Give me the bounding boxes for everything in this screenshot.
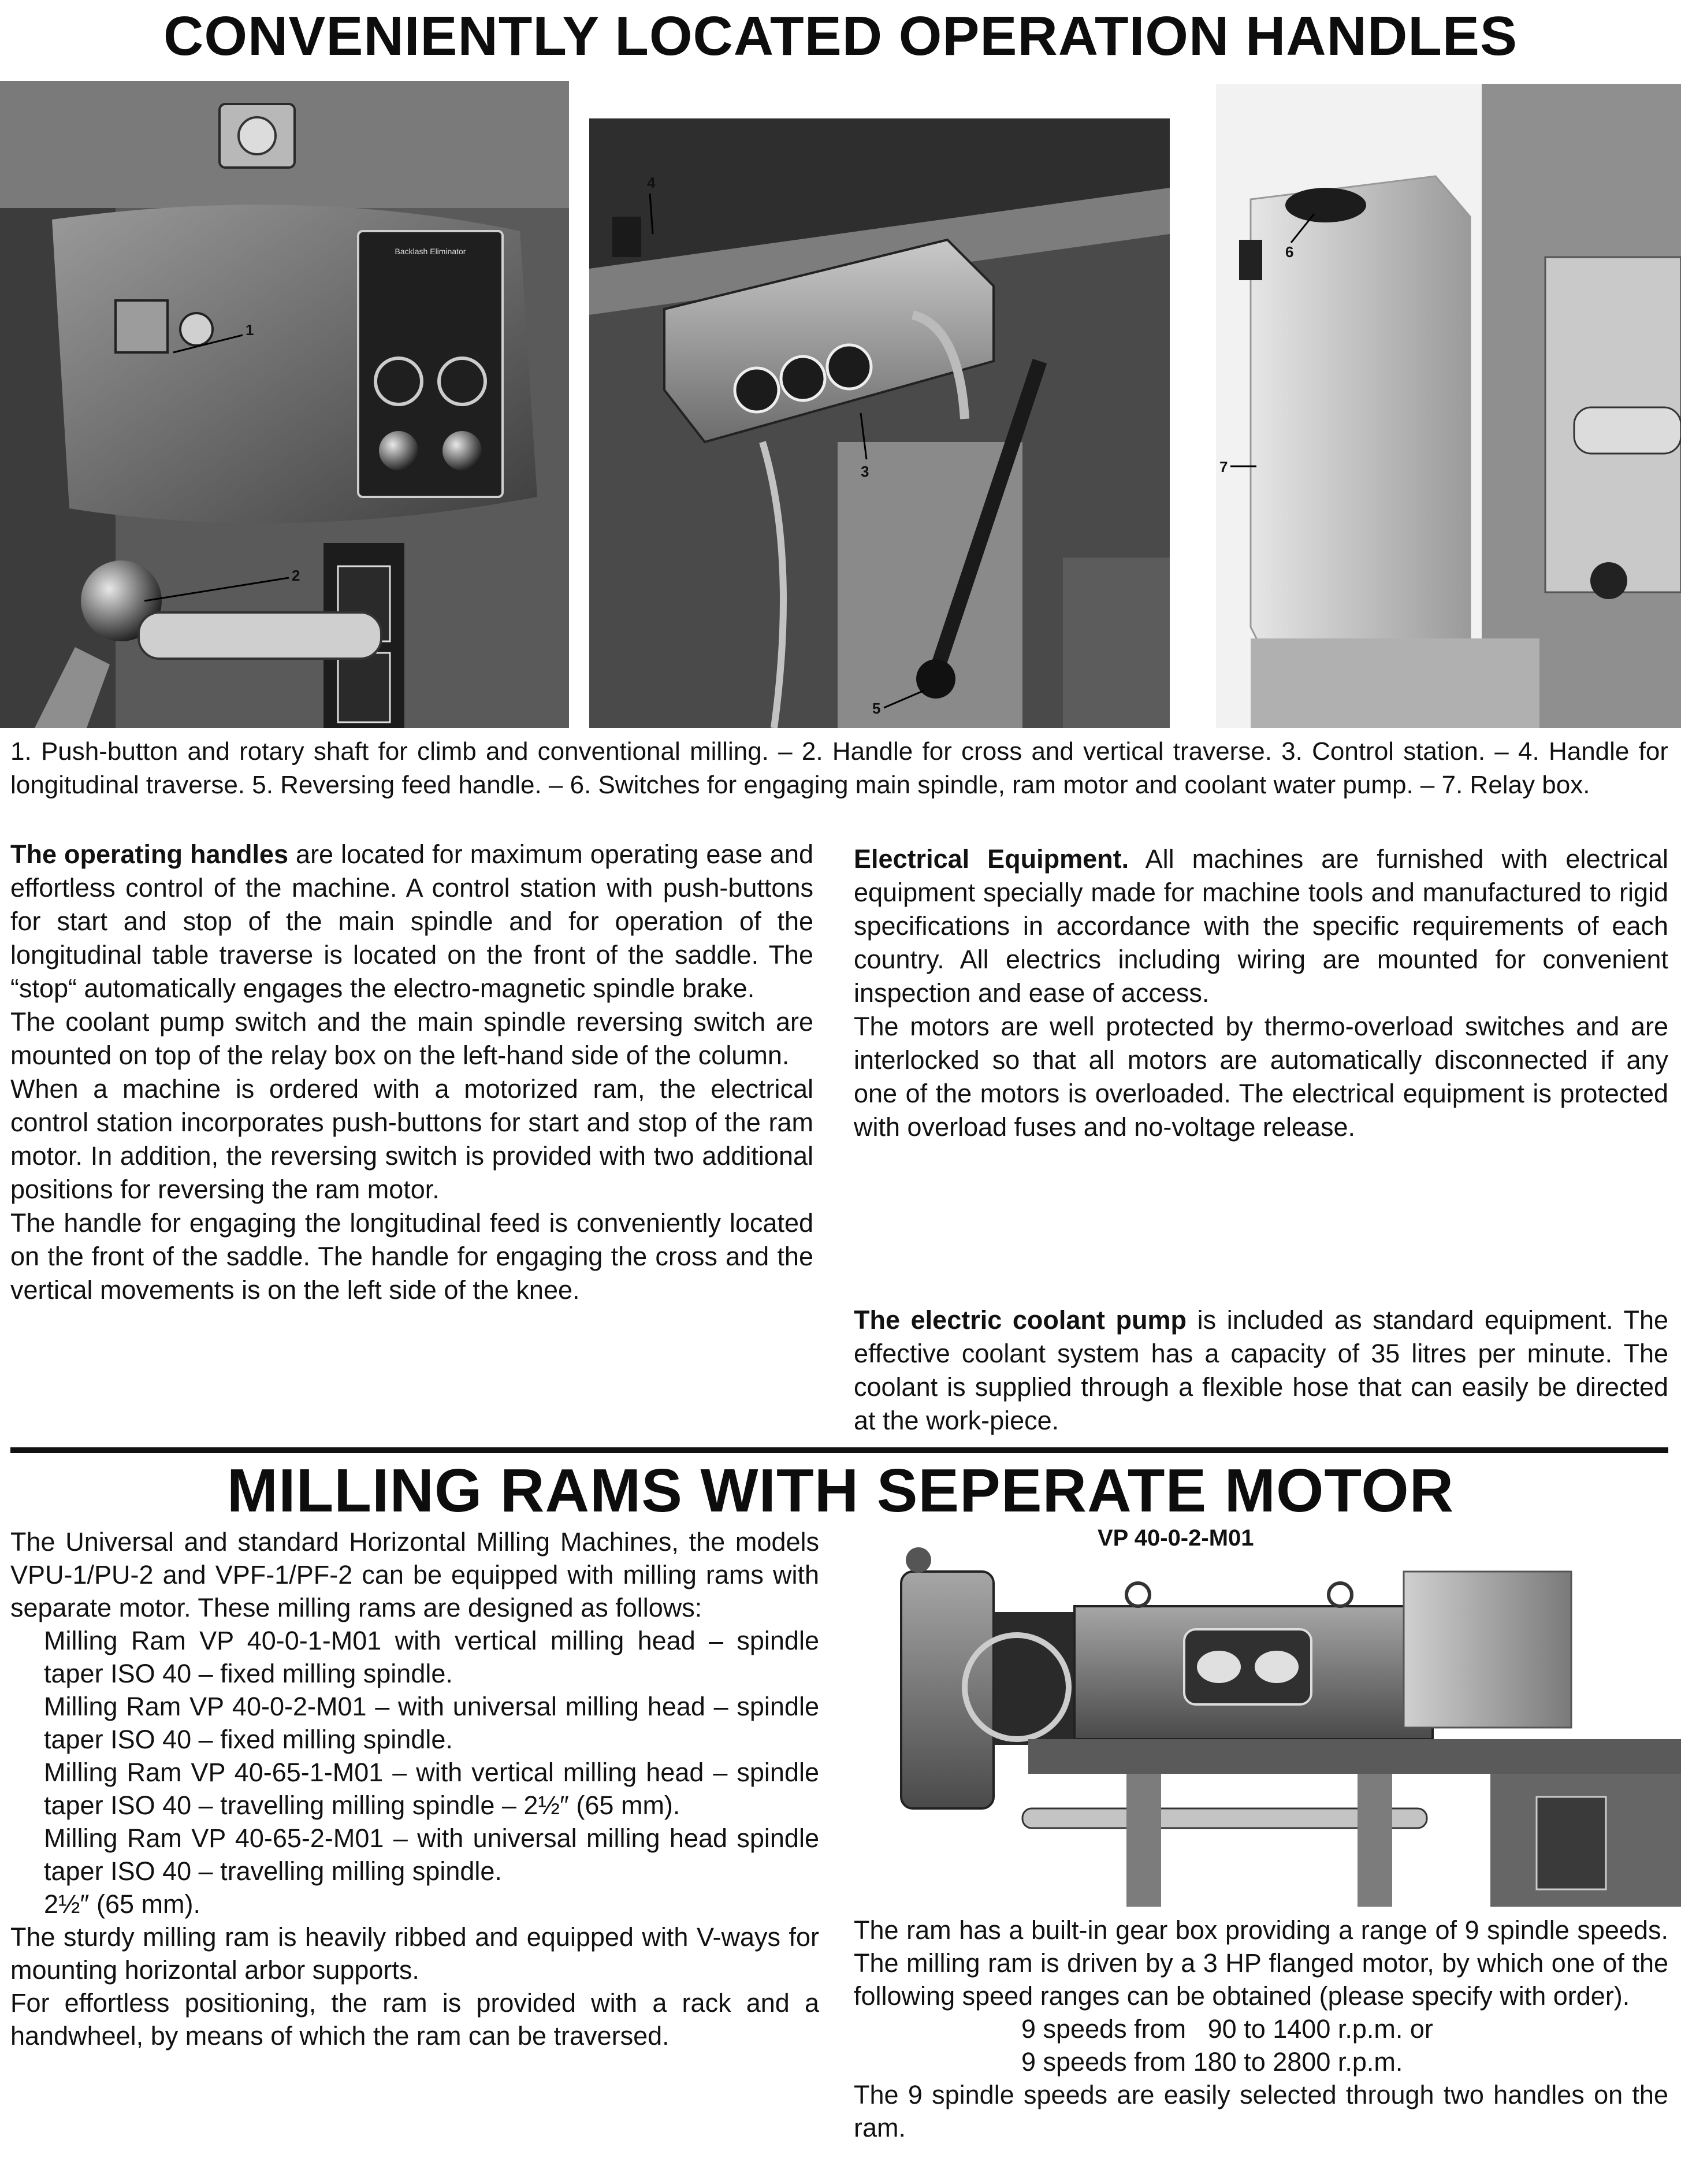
ram-right-paragraph-2: The 9 spindle speeds are easily selected through two handles on the ram. <box>854 2080 1668 2142</box>
callout-2: 2 <box>292 567 300 584</box>
photo-caption: 1. Push-button and rotary shaft for climb and conventional milling. – 2. Handle for cross and vertical traverse. 3. Control station. – 4. Handle for longitudinal traverse. 5. Reversing feed handle. – 6. Switches for engaging main spindle, ram motor and coolant water pump. – 7. Relay box. <box>10 737 1668 799</box>
handles-lead-rest: are located for maximum operating ease and effortless control of the machine. A control station with push-buttons for start and stop of the main spindle and for operation of the longitudinal table traverse is located on the front of the saddle. The “stop“ automatically engages the electro-magnetic spindle brake. <box>10 840 813 1003</box>
operating-handles-text <box>10 838 813 1307</box>
callout-7: 7 <box>1219 458 1228 476</box>
rams-intro: The Universal and standard Horizontal Milling Machines, the models VPU-1/PU-2 and VPF-1/PF-2 can be equipped with milling rams with separate motor. These milling rams are designed as follows: <box>10 1527 819 1622</box>
photo-milling-ram <box>884 1537 1681 1907</box>
callout-5: 5 <box>872 700 881 717</box>
coolant-lead-rest: is included as standard equipment. The effective coolant system has a capacity of 35 litres per minute. The coolant is supplied through a flexible hose that can easily be directed at the work-piece. <box>854 1305 1668 1435</box>
section-title-milling-rams: MILLING RAMS WITH SEPERATE MOTOR <box>226 1457 1455 1525</box>
coolant-lead: The electric coolant pump <box>854 1305 1187 1335</box>
rams-paragraph-3: For effortless positioning, the ram is provided with a rack and a handwheel, by means of which the ram can be traversed. <box>10 1988 819 2051</box>
ram-model-item: Milling Ram VP 40-65-2-M01 – with universal milling head spindle taper ISO 40 – travelling milling spindle. <box>44 1823 819 1886</box>
electrical-equipment-text <box>854 842 1668 1144</box>
electrical-lead-rest: All machines are furnished with electrical equipment specially made for machine tools and manufactured to rigid specifications in accordance with the specific requirements of each country. All electrics including wiring are mounted for convenient inspection and ease of access. <box>854 844 1668 1008</box>
page-title: CONVENIENTLY LOCATED OPERATION HANDLES <box>163 5 1518 67</box>
ram-model-item: 2½″ (65 mm). <box>44 1889 200 1919</box>
rams-paragraph-2: The sturdy milling ram is heavily ribbed and equipped with V-ways for mounting horizontal arbor supports. <box>10 1922 819 1985</box>
callout-4: 4 <box>647 174 656 191</box>
electrical-paragraph-1 <box>854 842 1668 1010</box>
handles-paragraph-2: The coolant pump switch and the main spindle reversing switch are mounted on top of the relay box on the left-hand side of the column. <box>10 1007 813 1070</box>
callout-3: 3 <box>861 463 869 480</box>
photo-control-station <box>589 118 1170 728</box>
ram-model-item: Milling Ram VP 40-65-1-M01 – with vertical milling head – spindle taper ISO 40 – travelling milling spindle – 2½″ (65 mm). <box>44 1758 819 1820</box>
handles-lead: The operating handles <box>10 840 289 869</box>
ram-model-item: Milling Ram VP 40-0-1-M01 with vertical milling head – spindle taper ISO 40 – fixed milling spindle. <box>44 1626 819 1688</box>
callout-1: 1 <box>246 321 254 339</box>
coolant-paragraph <box>854 1303 1668 1438</box>
handles-paragraph-3: When a machine is ordered with a motorized ram, the electrical control station incorporates push-buttons for start and stop of the ram motor. In addition, the reversing switch is provided with two additional positions for reversing the ram motor. <box>10 1074 813 1204</box>
photo-climb-milling-controls <box>0 81 569 728</box>
callout-6: 6 <box>1285 243 1294 261</box>
ram-right-paragraph-1: The ram has a built-in gear box providing a range of 9 spindle speeds. The milling ram is driven by a 3 HP flanged motor, by which one of the following speed ranges can be obtained (please specify with order). <box>854 1915 1668 2011</box>
coolant-pump-text <box>854 1303 1668 1438</box>
ram-gearbox-text <box>854 1914 1668 2144</box>
speed-range-1: 9 speeds from 90 to 1400 r.p.m. or <box>1021 2014 1433 2044</box>
section-divider <box>10 1447 1668 1453</box>
milling-rams-text <box>10 1525 819 2052</box>
handles-paragraph-4: The handle for engaging the longitudinal feed is conveniently located on the front of the saddle. The handle for engaging the cross and the vertical movements is on the left side of the knee. <box>10 1208 813 1305</box>
ram-photo-label: VP 40-0-2-M01 <box>1098 1525 1254 1551</box>
speed-range-2: 9 speeds from 180 to 2800 r.p.m. <box>1021 2047 1403 2077</box>
electrical-paragraph-2: The motors are well protected by thermo-overload switches and are interlocked so that all motors are automatically disconnected if any one of the motors is overloaded. The electrical equipment is protected with overload fuses and no-voltage release. <box>854 1012 1668 1142</box>
handles-paragraph-1 <box>10 838 813 1005</box>
ram-model-item: Milling Ram VP 40-0-2-M01 – with universal milling head – spindle taper ISO 40 – fixed milling spindle. <box>44 1692 819 1754</box>
electrical-lead: Electrical Equipment. <box>854 844 1129 874</box>
photo-relay-box <box>1216 84 1681 728</box>
backlash-plate-text: Backlash Eliminator <box>395 247 466 256</box>
